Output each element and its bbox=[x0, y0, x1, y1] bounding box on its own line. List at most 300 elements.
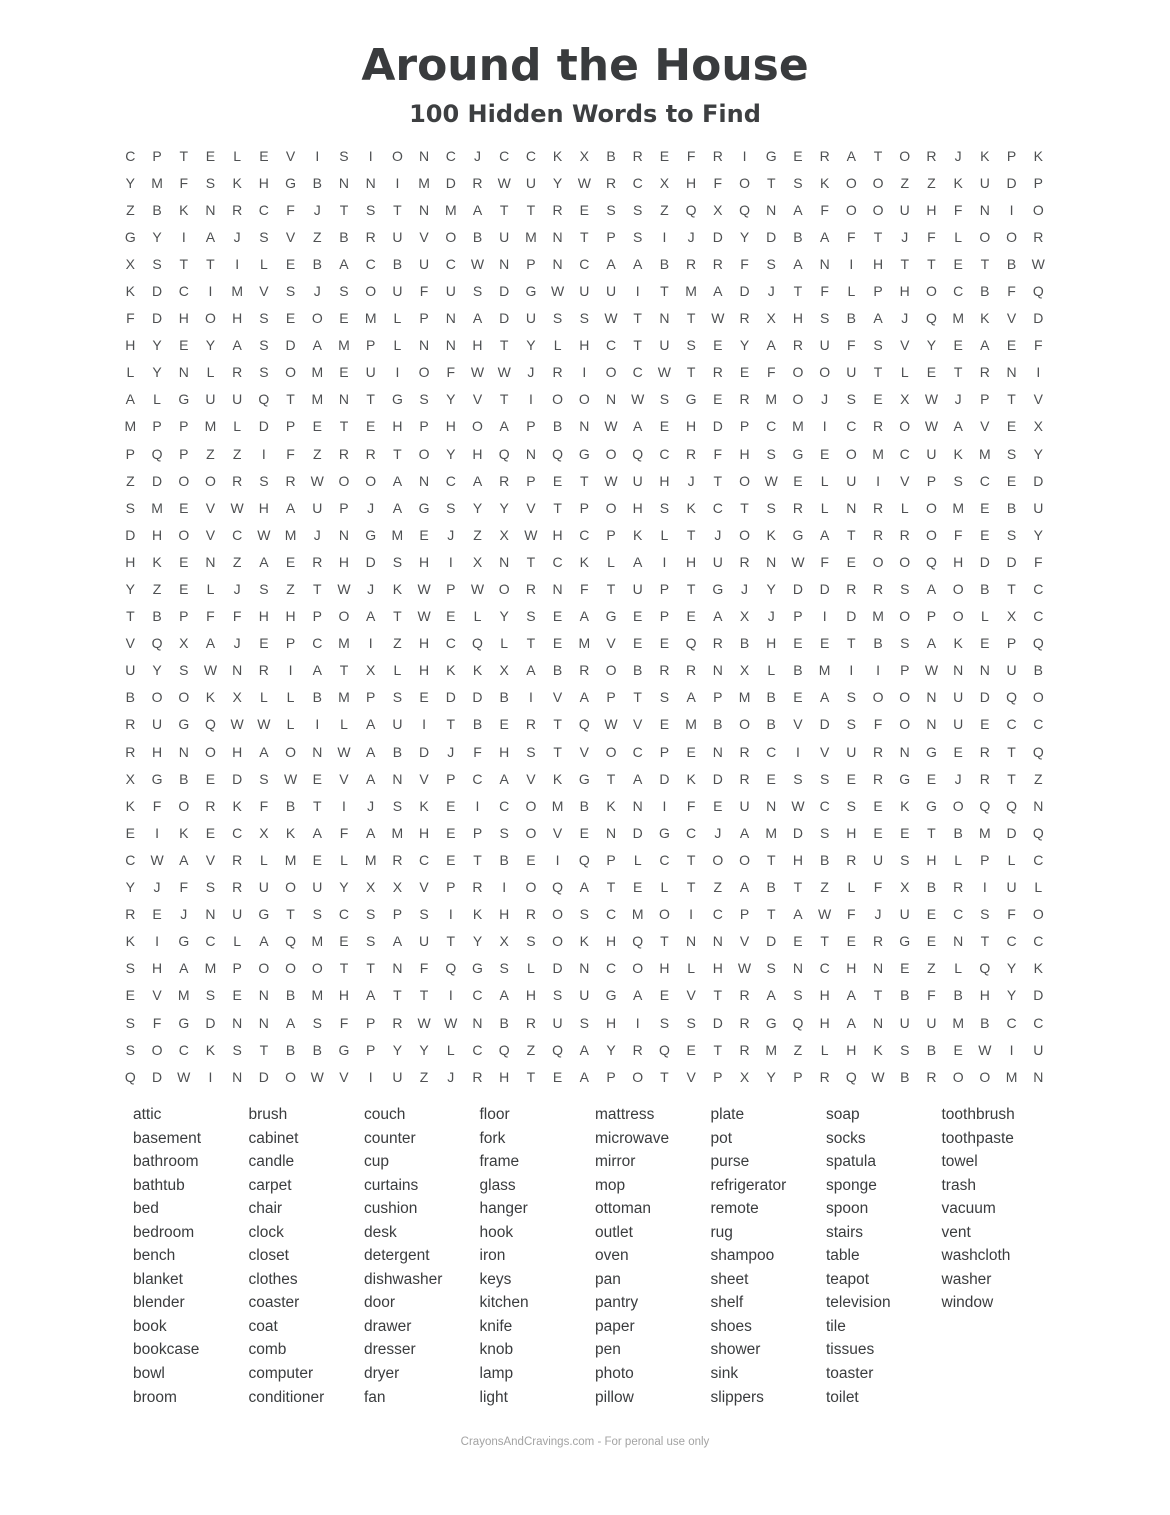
grid-cell: A bbox=[739, 824, 750, 841]
grid-cell: Q bbox=[739, 201, 750, 218]
word-item: sink bbox=[710, 1365, 739, 1383]
grid-cell: F bbox=[927, 987, 936, 1004]
grid-cell: L bbox=[259, 689, 268, 706]
letter-grid bbox=[117, 143, 1052, 1091]
grid-cell: U bbox=[899, 906, 910, 923]
grid-cell: A bbox=[633, 418, 643, 435]
grid-cell: K bbox=[285, 824, 296, 841]
word-item: washcloth bbox=[941, 1247, 1011, 1265]
word-item: vent bbox=[941, 1223, 971, 1241]
grid-cell: G bbox=[899, 770, 911, 787]
grid-cell: H bbox=[739, 445, 750, 462]
word-item: refrigerator bbox=[710, 1176, 787, 1194]
grid-row bbox=[117, 793, 1052, 820]
grid-cell: Y bbox=[472, 499, 483, 516]
grid-cell: Q bbox=[658, 1041, 670, 1058]
grid-cell: Y bbox=[472, 933, 483, 950]
grid-cell: V bbox=[339, 770, 349, 787]
grid-cell: S bbox=[793, 770, 803, 787]
word-item: tissues bbox=[826, 1341, 875, 1359]
grid-cell: K bbox=[1033, 960, 1043, 977]
grid-cell: Y bbox=[1006, 987, 1017, 1004]
grid-cell: R bbox=[872, 418, 884, 435]
grid-cell: D bbox=[979, 553, 990, 570]
grid-cell: C bbox=[605, 906, 617, 923]
grid-cell: J bbox=[874, 906, 882, 923]
grid-cell: T bbox=[873, 987, 883, 1004]
grid-cell: A bbox=[499, 418, 509, 435]
grid-cell: N bbox=[445, 310, 456, 327]
grid-cell: R bbox=[899, 526, 910, 543]
grid-cell: N bbox=[419, 337, 430, 354]
grid-cell: C bbox=[499, 797, 510, 814]
grid-cell: R bbox=[979, 743, 990, 760]
grid-cell: T bbox=[686, 581, 696, 597]
grid-cell: I bbox=[528, 391, 533, 408]
grid-cell: F bbox=[873, 879, 883, 896]
word-item: window bbox=[941, 1294, 994, 1312]
grid-cell: S bbox=[1006, 526, 1017, 543]
grid-cell: C bbox=[579, 526, 590, 543]
grid-cell: E bbox=[339, 364, 349, 381]
grid-cell: L bbox=[553, 337, 562, 354]
grid-cell: K bbox=[419, 797, 429, 814]
grid-cell: N bbox=[499, 255, 510, 272]
grid-cell: A bbox=[579, 689, 589, 706]
grid-cell: N bbox=[605, 391, 617, 408]
grid-cell: A bbox=[366, 987, 376, 1004]
grid-cell: E bbox=[686, 608, 696, 625]
grid-cell: Q bbox=[151, 445, 163, 462]
word-item: toothpaste bbox=[941, 1129, 1014, 1147]
grid-cell: U bbox=[846, 364, 857, 381]
grid-cell: W bbox=[417, 608, 431, 625]
grid-cell: Q bbox=[578, 716, 590, 733]
grid-cell: D bbox=[712, 770, 723, 787]
grid-cell: S bbox=[259, 310, 269, 327]
grid-cell: W bbox=[470, 255, 485, 272]
grid-cell: F bbox=[286, 445, 295, 462]
grid-cell: H bbox=[445, 418, 456, 435]
grid-cell: G bbox=[124, 228, 136, 245]
grid-cell: P bbox=[926, 472, 937, 489]
grid-cell: X bbox=[739, 608, 750, 625]
grid-cell: S bbox=[819, 824, 830, 841]
grid-cell: N bbox=[392, 960, 403, 977]
grid-cell: T bbox=[873, 364, 883, 381]
grid-cell: X bbox=[900, 879, 910, 896]
grid-cell: N bbox=[499, 553, 510, 570]
grid-cell: M bbox=[338, 337, 350, 354]
grid-cell: R bbox=[846, 851, 857, 868]
grid-cell: S bbox=[659, 1014, 670, 1031]
grid-cell: C bbox=[1033, 933, 1044, 950]
grid-cell: H bbox=[338, 553, 350, 570]
grid-cell: C bbox=[712, 499, 723, 516]
grid-cell: L bbox=[820, 1041, 829, 1058]
grid-cell: L bbox=[206, 581, 215, 597]
grid-cell: C bbox=[472, 1041, 483, 1058]
grid-row bbox=[117, 1064, 1052, 1091]
grid-cell: H bbox=[499, 743, 510, 760]
grid-cell: N bbox=[419, 201, 430, 218]
grid-cell: O bbox=[926, 282, 937, 299]
grid-cell: R bbox=[872, 526, 884, 543]
grid-cell: G bbox=[605, 987, 617, 1004]
grid-cell: C bbox=[205, 933, 216, 950]
grid-row bbox=[117, 711, 1052, 738]
grid-cell: M bbox=[952, 499, 964, 516]
word-item: ottoman bbox=[595, 1200, 652, 1218]
grid-cell: C bbox=[445, 147, 456, 164]
grid-cell: T bbox=[660, 1068, 669, 1085]
grid-cell: U bbox=[258, 879, 269, 896]
grid-cell: E bbox=[819, 445, 830, 462]
grid-cell: M bbox=[311, 364, 324, 381]
grid-cell: N bbox=[1033, 1068, 1044, 1085]
grid-cell: E bbox=[552, 472, 563, 489]
grid-cell: S bbox=[980, 906, 990, 923]
grid-cell: W bbox=[257, 716, 271, 733]
grid-cell: L bbox=[206, 364, 215, 381]
grid-cell: R bbox=[392, 851, 403, 868]
word-item: fork bbox=[479, 1129, 506, 1147]
grid-cell: F bbox=[686, 797, 696, 814]
grid-cell: I bbox=[448, 987, 453, 1004]
grid-cell: S bbox=[339, 282, 349, 299]
grid-cell: P bbox=[526, 418, 536, 435]
grid-cell: B bbox=[125, 689, 136, 706]
grid-cell: C bbox=[338, 906, 350, 923]
grid-cell: H bbox=[605, 1014, 617, 1031]
grid-cell: T bbox=[473, 851, 482, 868]
grid-cell: U bbox=[552, 1014, 563, 1031]
grid-cell: M bbox=[685, 716, 697, 733]
grid-cell: Z bbox=[312, 228, 322, 245]
grid-cell: L bbox=[233, 933, 242, 950]
grid-cell: G bbox=[926, 743, 937, 760]
grid-cell: C bbox=[632, 174, 643, 191]
grid-cell: R bbox=[686, 445, 697, 462]
grid-cell: N bbox=[419, 472, 430, 489]
grid-cell: H bbox=[899, 282, 910, 299]
grid-cell: R bbox=[872, 499, 884, 516]
grid-cell: R bbox=[659, 662, 670, 679]
grid-cell: L bbox=[954, 851, 963, 868]
grid-cell: R bbox=[499, 472, 510, 489]
grid-cell: A bbox=[125, 391, 136, 408]
grid-cell: B bbox=[980, 282, 990, 299]
grid-cell: D bbox=[151, 282, 163, 299]
grid-cell: X bbox=[366, 662, 376, 679]
grid-cell: S bbox=[526, 608, 536, 625]
grid-cell: O bbox=[311, 960, 323, 977]
grid-cell: L bbox=[607, 553, 615, 570]
grid-cell: K bbox=[152, 553, 162, 570]
grid-cell: P bbox=[366, 1014, 376, 1031]
grid-cell: E bbox=[312, 851, 322, 868]
word-item: toaster bbox=[826, 1365, 874, 1383]
grid-cell: A bbox=[366, 716, 376, 733]
grid-cell: P bbox=[179, 445, 189, 462]
grid-cell: H bbox=[792, 851, 803, 868]
grid-cell: S bbox=[339, 147, 349, 164]
grid-cell: A bbox=[980, 337, 990, 354]
grid-cell: O bbox=[205, 743, 216, 760]
grid-cell: K bbox=[472, 662, 483, 679]
grid-cell: N bbox=[926, 689, 937, 706]
grid-cell: Y bbox=[419, 1041, 429, 1058]
word-item: bathtub bbox=[133, 1176, 185, 1194]
grid-cell: O bbox=[605, 662, 617, 679]
grid-cell: I bbox=[368, 635, 373, 652]
word-item: chair bbox=[248, 1200, 283, 1218]
grid-cell: V bbox=[205, 851, 216, 868]
grid-cell: I bbox=[876, 472, 880, 489]
grid-cell: O bbox=[979, 1068, 991, 1085]
grid-cell: W bbox=[924, 391, 939, 408]
word-item: keys bbox=[479, 1270, 512, 1288]
grid-cell: N bbox=[979, 662, 990, 679]
grid-cell: E bbox=[873, 391, 883, 408]
grid-cell: B bbox=[312, 689, 322, 706]
grid-cell: S bbox=[633, 228, 643, 245]
word-item: rug bbox=[710, 1223, 733, 1241]
grid-cell: W bbox=[230, 716, 244, 733]
grid-cell: J bbox=[233, 635, 241, 652]
grid-cell: X bbox=[1006, 608, 1017, 625]
grid-cell: B bbox=[312, 174, 322, 191]
grid-cell: Q bbox=[1006, 689, 1017, 706]
grid-cell: B bbox=[312, 255, 322, 272]
grid-cell: I bbox=[208, 282, 213, 299]
grid-cell: S bbox=[766, 960, 776, 977]
grid-cell: I bbox=[395, 174, 400, 191]
grid-cell: T bbox=[446, 933, 456, 950]
grid-cell: W bbox=[924, 418, 939, 435]
grid-cell: S bbox=[900, 581, 910, 597]
word-item: teapot bbox=[826, 1270, 870, 1288]
grid-cell: B bbox=[312, 1041, 322, 1058]
grid-cell: N bbox=[365, 174, 376, 191]
grid-cell: U bbox=[846, 743, 857, 760]
grid-cell: P bbox=[606, 526, 616, 543]
grid-cell: C bbox=[1006, 716, 1017, 733]
grid-cell: Z bbox=[312, 445, 322, 462]
grid-cell: P bbox=[339, 499, 349, 516]
word-item: frame bbox=[479, 1153, 520, 1171]
grid-row bbox=[117, 170, 1052, 197]
grid-cell: Q bbox=[979, 960, 991, 977]
grid-cell: L bbox=[820, 472, 829, 489]
grid-cell: I bbox=[181, 228, 186, 245]
grid-cell: A bbox=[633, 770, 643, 787]
grid-cell: O bbox=[1032, 201, 1044, 218]
grid-cell: F bbox=[152, 1014, 162, 1031]
grid-cell: G bbox=[285, 174, 297, 191]
grid-cell: S bbox=[579, 310, 589, 327]
grid-cell: S bbox=[579, 906, 589, 923]
grid-cell: O bbox=[525, 824, 537, 841]
grid-cell: O bbox=[578, 391, 590, 408]
grid-cell: E bbox=[900, 960, 910, 977]
grid-cell: A bbox=[472, 472, 483, 489]
grid-cell: U bbox=[312, 499, 323, 516]
grid-cell: P bbox=[1006, 147, 1017, 164]
grid-cell: Y bbox=[125, 581, 136, 597]
grid-cell: I bbox=[982, 879, 987, 896]
grid-cell: H bbox=[151, 526, 163, 543]
grid-cell: U bbox=[659, 337, 670, 354]
word-item: paper bbox=[595, 1317, 635, 1335]
grid-cell: O bbox=[498, 581, 510, 597]
grid-cell: C bbox=[552, 553, 563, 570]
grid-cell: O bbox=[311, 310, 323, 327]
grid-cell: W bbox=[417, 581, 431, 597]
grid-cell: D bbox=[499, 310, 510, 327]
grid-cell: Y bbox=[1033, 445, 1043, 462]
grid-cell: Q bbox=[552, 1041, 564, 1058]
grid-cell: D bbox=[258, 418, 269, 435]
grid-cell: I bbox=[849, 255, 854, 272]
grid-cell: E bbox=[446, 608, 456, 625]
grid-cell: D bbox=[712, 228, 723, 245]
grid-cell: O bbox=[1032, 689, 1044, 706]
word-item: clock bbox=[248, 1223, 284, 1241]
grid-cell: R bbox=[258, 662, 269, 679]
grid-row bbox=[117, 549, 1052, 576]
grid-cell: H bbox=[392, 418, 403, 435]
grid-cell: O bbox=[899, 147, 911, 164]
grid-cell: R bbox=[312, 553, 323, 570]
grid-cell: P bbox=[739, 418, 750, 435]
grid-cell: L bbox=[126, 364, 135, 381]
grid-cell: H bbox=[125, 553, 136, 570]
grid-cell: V bbox=[980, 418, 990, 435]
grid-cell: X bbox=[179, 635, 189, 652]
grid-cell: T bbox=[526, 1068, 536, 1085]
grid-cell: S bbox=[125, 1014, 136, 1031]
grid-cell: Y bbox=[1033, 526, 1043, 543]
grid-cell: F bbox=[152, 797, 162, 814]
grid-cell: V bbox=[259, 282, 269, 299]
word-item: vacuum bbox=[941, 1200, 996, 1218]
grid-cell: D bbox=[766, 228, 777, 245]
grid-cell: F bbox=[847, 906, 856, 923]
grid-cell: P bbox=[446, 770, 456, 787]
word-item: towel bbox=[941, 1153, 978, 1171]
grid-cell: H bbox=[926, 851, 937, 868]
grid-cell: B bbox=[152, 608, 162, 625]
word-item: hook bbox=[479, 1223, 514, 1241]
grid-cell: A bbox=[819, 526, 830, 543]
grid-cell: N bbox=[979, 201, 990, 218]
grid-cell: P bbox=[1006, 635, 1017, 652]
grid-cell: E bbox=[793, 933, 803, 950]
grid-cell: O bbox=[739, 526, 750, 543]
grid-cell: H bbox=[151, 960, 163, 977]
grid-cell: S bbox=[259, 472, 269, 489]
grid-cell: B bbox=[472, 716, 483, 733]
grid-cell: N bbox=[579, 960, 590, 977]
grid-cell: F bbox=[419, 282, 429, 299]
grid-cell: E bbox=[579, 201, 589, 218]
grid-cell: U bbox=[632, 472, 643, 489]
grid-cell: S bbox=[552, 310, 563, 327]
grid-cell: M bbox=[391, 526, 404, 543]
grid-cell: I bbox=[208, 1068, 213, 1085]
grid-cell: S bbox=[846, 797, 856, 814]
grid-cell: M bbox=[311, 391, 324, 408]
grid-cell: K bbox=[125, 797, 136, 814]
grid-row bbox=[117, 874, 1052, 901]
grid-cell: L bbox=[660, 526, 669, 543]
grid-cell: J bbox=[313, 201, 321, 218]
word-item: spoon bbox=[826, 1200, 869, 1218]
grid-cell: S bbox=[793, 174, 803, 191]
grid-cell: C bbox=[499, 147, 510, 164]
grid-cell: T bbox=[793, 879, 803, 896]
grid-cell: T bbox=[1007, 770, 1016, 787]
grid-cell: J bbox=[367, 797, 375, 814]
grid-cell: U bbox=[232, 906, 243, 923]
grid-cell: B bbox=[633, 662, 643, 679]
grid-cell: L bbox=[446, 1041, 455, 1058]
grid-cell: Y bbox=[152, 662, 162, 679]
grid-cell: J bbox=[367, 499, 375, 516]
grid-cell: C bbox=[605, 337, 617, 354]
grid-cell: J bbox=[901, 228, 909, 245]
grid-cell: N bbox=[659, 310, 670, 327]
grid-cell: R bbox=[552, 201, 563, 218]
word-item: remote bbox=[710, 1200, 759, 1218]
grid-cell: A bbox=[205, 635, 216, 652]
grid-cell: H bbox=[552, 526, 563, 543]
grid-cell: S bbox=[392, 553, 403, 570]
grid-cell: G bbox=[605, 608, 617, 625]
grid-cell: E bbox=[1006, 472, 1017, 489]
grid-cell: E bbox=[526, 851, 536, 868]
grid-cell: B bbox=[499, 851, 509, 868]
grid-cell: C bbox=[1033, 1014, 1044, 1031]
grid-cell: X bbox=[739, 1068, 750, 1085]
grid-cell: A bbox=[472, 201, 483, 218]
grid-cell: T bbox=[553, 743, 562, 760]
grid-cell: K bbox=[552, 770, 563, 787]
word-list-column bbox=[133, 1103, 249, 1409]
grid-cell: O bbox=[952, 1068, 964, 1085]
grid-cell: K bbox=[472, 906, 483, 923]
grid-cell: C bbox=[525, 147, 536, 164]
grid-cell: E bbox=[285, 255, 296, 272]
grid-cell: A bbox=[392, 933, 403, 950]
grid-cell: E bbox=[125, 824, 136, 841]
grid-cell: T bbox=[1007, 743, 1016, 760]
grid-cell: A bbox=[633, 255, 643, 272]
grid-cell: R bbox=[979, 364, 990, 381]
grid-cell: U bbox=[632, 581, 643, 597]
grid-cell: O bbox=[872, 689, 884, 706]
grid-cell: A bbox=[766, 987, 776, 1004]
grid-cell: O bbox=[632, 960, 644, 977]
word-item: shampoo bbox=[710, 1247, 775, 1265]
grid-cell: A bbox=[793, 906, 803, 923]
word-item: blanket bbox=[133, 1270, 183, 1288]
grid-cell: I bbox=[315, 716, 320, 733]
grid-cell: E bbox=[659, 147, 670, 164]
grid-cell: S bbox=[686, 1014, 696, 1031]
grid-cell: Q bbox=[258, 391, 270, 408]
